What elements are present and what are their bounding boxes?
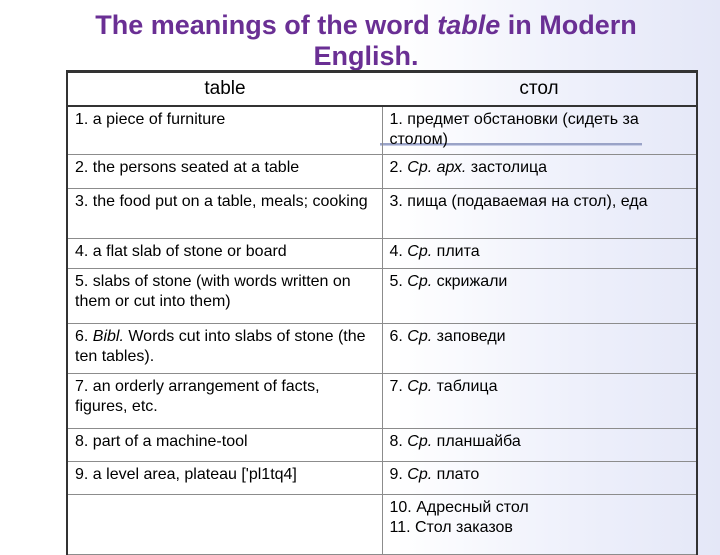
cell-text: 8. part of a machine-tool	[75, 432, 248, 450]
meaning-russian-cell	[382, 494, 697, 554]
abbreviation-label: Cp.	[407, 377, 433, 395]
meaning-english-cell	[67, 268, 382, 323]
table-row	[67, 494, 697, 554]
meaning-english-cell	[67, 323, 382, 373]
cell-text: 4.	[389, 242, 408, 260]
cell-text: 5. slabs of stone (with words written on them or cut into them)	[75, 272, 351, 310]
cell-text: 8.	[389, 432, 408, 450]
abbreviation-label: Cp.	[407, 327, 433, 345]
meaning-english-cell	[67, 188, 382, 238]
table-row	[67, 154, 697, 188]
title-text-before: The meanings of the word	[95, 10, 438, 40]
cell-text: 5.	[389, 272, 408, 290]
table-row	[67, 373, 697, 428]
cell-text: 6.	[389, 327, 408, 345]
cell-text: Words cut into slabs of stone (the ten tables).	[75, 327, 366, 365]
cell-text: плато	[432, 465, 480, 483]
cell-text: заповеди	[432, 327, 506, 345]
table-row	[67, 188, 697, 238]
table-row	[67, 268, 697, 323]
slide-title	[40, 10, 692, 72]
cell-text: 2.	[389, 158, 408, 176]
cell-text: скрижали	[432, 272, 508, 290]
meaning-russian-cell	[382, 428, 697, 461]
cell-text: 9. a level area, plateau ['pl1tq4]	[75, 465, 297, 483]
title-text-after: in Modern English.	[313, 10, 637, 71]
table-header-row	[67, 72, 697, 107]
meaning-english-cell	[67, 428, 382, 461]
cell-text: 6.	[75, 327, 93, 345]
header-english: table	[67, 72, 382, 107]
cell-text: 1. a piece of furniture	[75, 111, 226, 128]
table-row	[67, 323, 697, 373]
meaning-english-cell	[67, 373, 382, 428]
table-body	[67, 106, 697, 554]
cell-text: 9.	[389, 465, 408, 483]
meaning-english-cell	[67, 154, 382, 188]
cell-text: 3. the food put on a table, meals; cooking	[75, 192, 368, 210]
abbreviation-label: Cp.	[407, 432, 433, 450]
cell-text: 7. an orderly arrangement of facts, figures, etc.	[75, 377, 320, 415]
cell-text: плита	[432, 242, 480, 260]
cell-text: 1. предмет обстановки (сидеть за столом)	[389, 111, 639, 148]
cell-text: 4. a flat slab of stone or board	[75, 242, 287, 260]
table-row	[67, 428, 697, 461]
meaning-english-cell	[67, 238, 382, 268]
cell-text: 10. Адресный стол	[389, 498, 529, 516]
cell-text: застолица	[466, 158, 548, 176]
cell-text: 11. Стол заказов	[389, 518, 513, 536]
abbreviation-label: Cp. арх.	[407, 158, 467, 176]
table-row	[67, 238, 697, 268]
abbreviation-label: Cp.	[407, 465, 433, 483]
meaning-russian-cell	[382, 154, 697, 188]
table-row	[67, 106, 697, 154]
meaning-russian-cell	[382, 238, 697, 268]
meaning-english-cell	[67, 106, 382, 154]
table-row	[67, 461, 697, 494]
cell-text: таблица	[432, 377, 498, 395]
abbreviation-label: Cp.	[407, 242, 433, 260]
cell-text: 3. пища (подаваемая на стол), еда	[389, 192, 648, 210]
meaning-russian-cell	[382, 188, 697, 238]
cell-text: 7.	[389, 377, 408, 395]
abbreviation-label: Cp.	[407, 272, 433, 290]
meanings-table	[66, 70, 698, 555]
meaning-russian-cell	[382, 373, 697, 428]
cell-text: планшайба	[432, 432, 521, 450]
meaning-russian-cell	[382, 461, 697, 494]
abbreviation-label: Bibl.	[92, 327, 124, 345]
meaning-english-cell	[67, 461, 382, 494]
meaning-english-cell	[67, 494, 382, 554]
cell-text: 2. the persons seated at a table	[75, 158, 300, 176]
title-word: table	[437, 10, 501, 40]
header-russian: стол	[382, 72, 697, 107]
meaning-russian-cell	[382, 268, 697, 323]
meaning-russian-cell	[382, 323, 697, 373]
meaning-russian-cell	[382, 106, 697, 154]
